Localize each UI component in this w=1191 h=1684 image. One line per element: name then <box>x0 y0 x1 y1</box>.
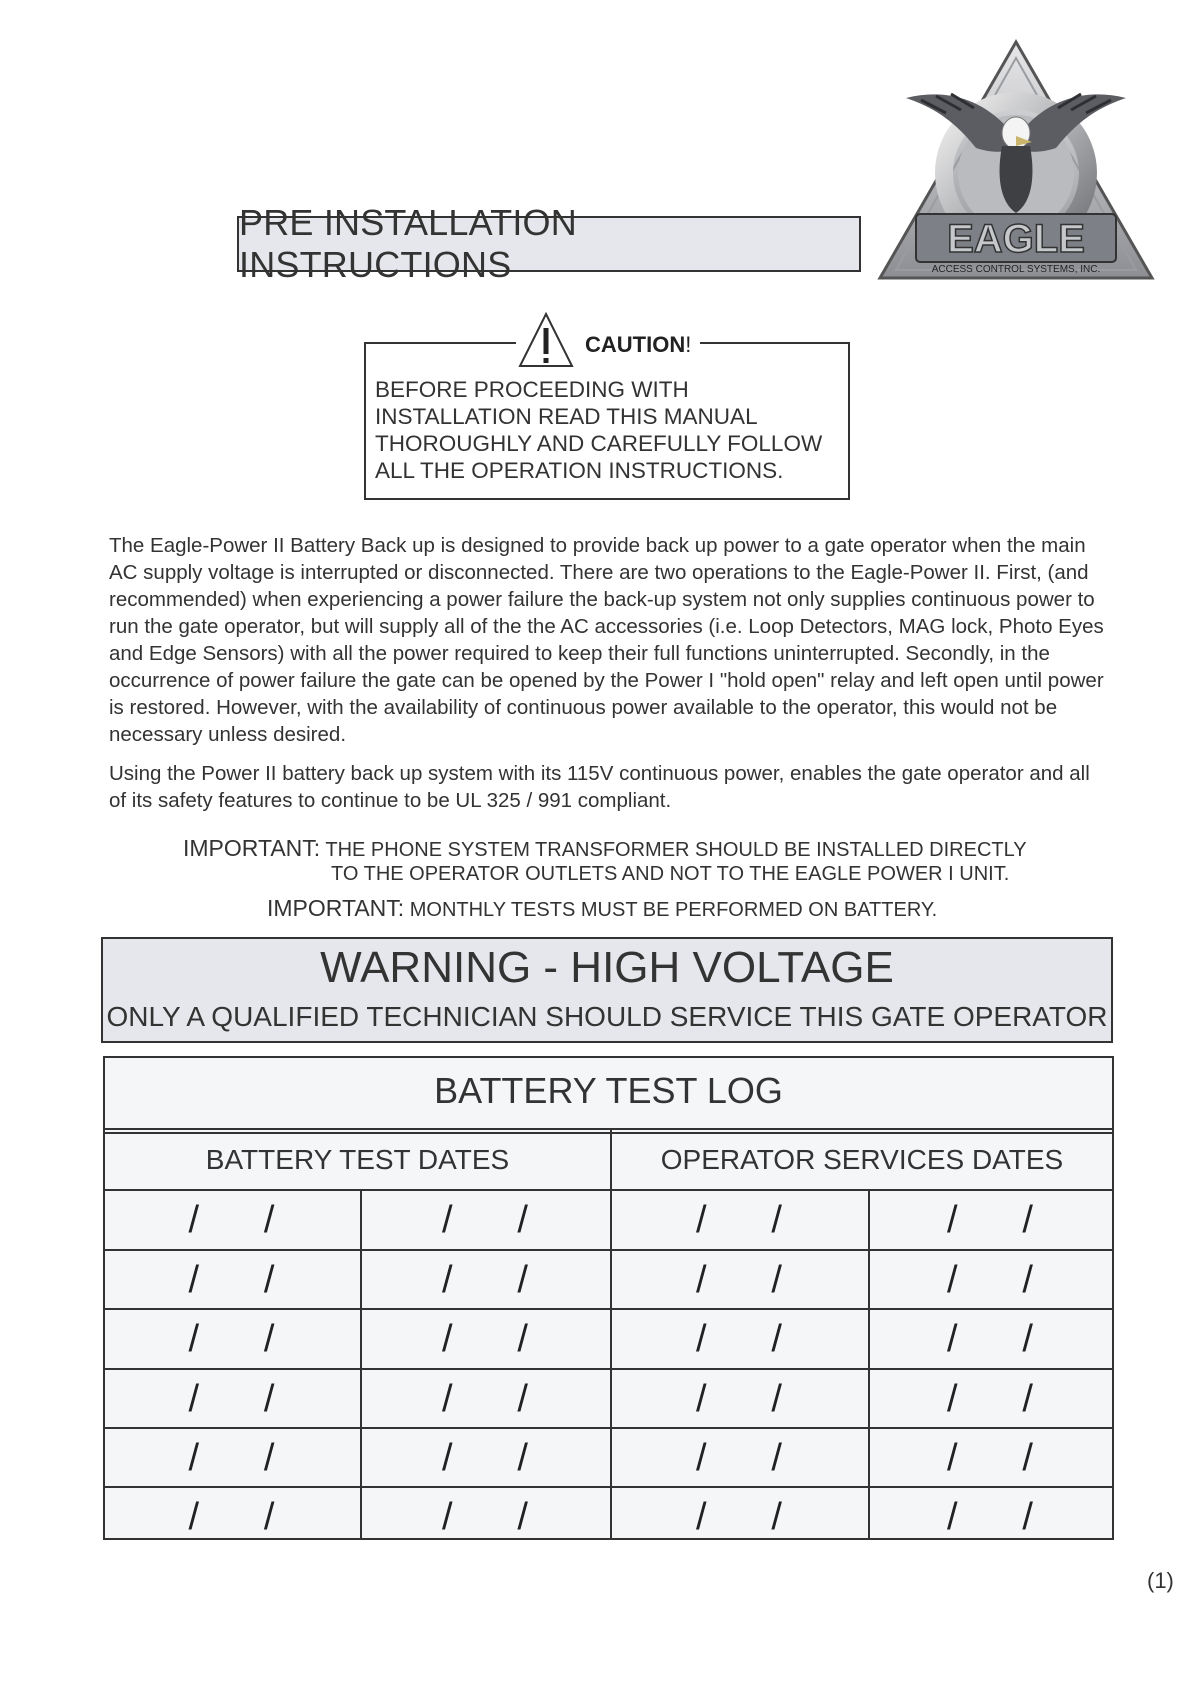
date-entry-cell[interactable] <box>870 1191 1112 1249</box>
header-battery-test-dates: BATTERY TEST DATES <box>205 1144 510 1175</box>
date-entry-cell[interactable] <box>362 1370 610 1428</box>
date-entry-cell[interactable] <box>870 1251 1112 1309</box>
battery-test-log <box>103 1056 1114 1540</box>
date-separator: / / <box>947 1258 1035 1301</box>
date-separator: / / <box>188 1495 277 1538</box>
date-entry-cell[interactable] <box>362 1191 610 1249</box>
date-separator: / / <box>442 1436 530 1479</box>
logo-brand: EAGLE <box>947 217 1085 261</box>
date-separator: / / <box>188 1258 277 1301</box>
important-note-2-line1: MONTHLY TESTS MUST BE PERFORMED ON BATTERY. <box>409 899 938 921</box>
date-separator: / / <box>696 1377 784 1420</box>
date-separator: / / <box>442 1377 530 1420</box>
caution-text: BEFORE PROCEEDING WITH INSTALLATION READ THIS MANUAL THOROUGHLY AND CAREFULLY FOLLOW ALL THE OPERATION INSTRUCTIONS. <box>375 377 823 483</box>
date-entry-cell[interactable] <box>612 1488 868 1546</box>
log-divider <box>105 1128 1112 1130</box>
page-title-text: PRE INSTALLATION INSTRUCTIONS <box>239 202 577 285</box>
date-separator: / / <box>442 1317 530 1360</box>
warning-subtitle: ONLY A QUALIFIED TECHNICIAN SHOULD SERVICE THIS GATE OPERATOR <box>106 1001 1108 1032</box>
caution-label-text: CAUTION <box>585 332 686 357</box>
date-entry-cell[interactable] <box>362 1429 610 1487</box>
date-separator: / / <box>947 1198 1035 1241</box>
date-separator: / / <box>696 1495 784 1538</box>
log-title: BATTERY TEST LOG <box>434 1070 783 1111</box>
header-operator-services-dates: OPERATOR SERVICES DATES <box>660 1144 1064 1175</box>
date-separator: / / <box>947 1377 1035 1420</box>
date-separator: / / <box>188 1377 277 1420</box>
caution-label <box>585 332 691 358</box>
date-entry-cell[interactable] <box>105 1191 360 1249</box>
date-entry-cell[interactable] <box>362 1251 610 1309</box>
important-note-1-line2: TO THE OPERATOR OUTLETS AND NOT TO THE EAGLE POWER I UNIT. <box>331 863 1010 885</box>
date-entry-cell[interactable] <box>612 1370 868 1428</box>
compliance-paragraph: Using the Power II battery back up system with its 115V continuous power, enables the gate operator and all of its safety features to continue to be UL 325 / 991 compliant. <box>109 762 1090 812</box>
date-entry-cell[interactable] <box>362 1310 610 1368</box>
important-lead: IMPORTANT: <box>267 895 405 921</box>
date-entry-cell[interactable] <box>612 1429 868 1487</box>
date-entry-cell[interactable] <box>105 1370 360 1428</box>
date-entry-cell[interactable] <box>105 1429 360 1487</box>
date-separator: / / <box>188 1317 277 1360</box>
warning-triangle-icon <box>518 312 574 368</box>
date-separator: / / <box>947 1495 1035 1538</box>
important-note-2 <box>267 895 937 922</box>
date-separator: / / <box>442 1258 530 1301</box>
log-divider <box>105 1132 1112 1134</box>
date-separator: / / <box>696 1317 784 1360</box>
date-entry-cell[interactable] <box>105 1251 360 1309</box>
date-separator: / / <box>442 1495 530 1538</box>
page-title <box>237 202 861 285</box>
warning-box <box>101 937 1113 1043</box>
date-entry-cell[interactable] <box>612 1310 868 1368</box>
eagle-logo <box>876 38 1156 288</box>
date-entry-cell[interactable] <box>612 1191 868 1249</box>
page-number: (1) <box>1147 1568 1174 1593</box>
date-entry-cell[interactable] <box>870 1310 1112 1368</box>
warning-title: WARNING - HIGH VOLTAGE <box>320 943 894 992</box>
important-note-1-line1: THE PHONE SYSTEM TRANSFORMER SHOULD BE INSTALLED DIRECTLY <box>325 839 1027 861</box>
caution-label-suffix: ! <box>685 332 692 357</box>
intro-paragraph: The Eagle-Power II Battery Back up is designed to provide back up power to a gate operator when the main AC supply voltage is interrupted or disconnected. There are two operations to the Eagle-Power II. First, (and recommended) when experiencing a power failure the back-up system not only supplies continuous power to run the gate operator, but will supply all of the the AC accessories (i.e. Loop Detectors, MAG lock, Photo Eyes and Edge Sensors) with all the power required to keep their full functions uninterrupted. Secondly, in the occurrence of power failure the gate can be opened by the Power I "hold open" relay and left open until power is restored. However, with the availability of continuous power available to the operator, this would not be necessary unless desired. <box>109 534 1104 746</box>
date-entry-cell[interactable] <box>870 1488 1112 1546</box>
date-separator: / / <box>696 1198 784 1241</box>
date-entry-cell[interactable] <box>870 1429 1112 1487</box>
date-separator: / / <box>696 1436 784 1479</box>
date-separator: / / <box>188 1436 277 1479</box>
date-separator: / / <box>188 1198 277 1241</box>
date-entry-cell[interactable] <box>870 1370 1112 1428</box>
date-entry-cell[interactable] <box>105 1310 360 1368</box>
logo-tagline: ACCESS CONTROL SYSTEMS, INC. <box>931 264 1101 275</box>
date-separator: / / <box>947 1436 1035 1479</box>
important-lead: IMPORTANT: <box>183 835 321 861</box>
date-separator: / / <box>947 1317 1035 1360</box>
date-separator: / / <box>696 1258 784 1301</box>
date-entry-cell[interactable] <box>105 1488 360 1546</box>
date-entry-cell[interactable] <box>612 1251 868 1309</box>
date-separator: / / <box>442 1198 530 1241</box>
date-entry-cell[interactable] <box>362 1488 610 1546</box>
important-note-1 <box>183 835 1027 862</box>
